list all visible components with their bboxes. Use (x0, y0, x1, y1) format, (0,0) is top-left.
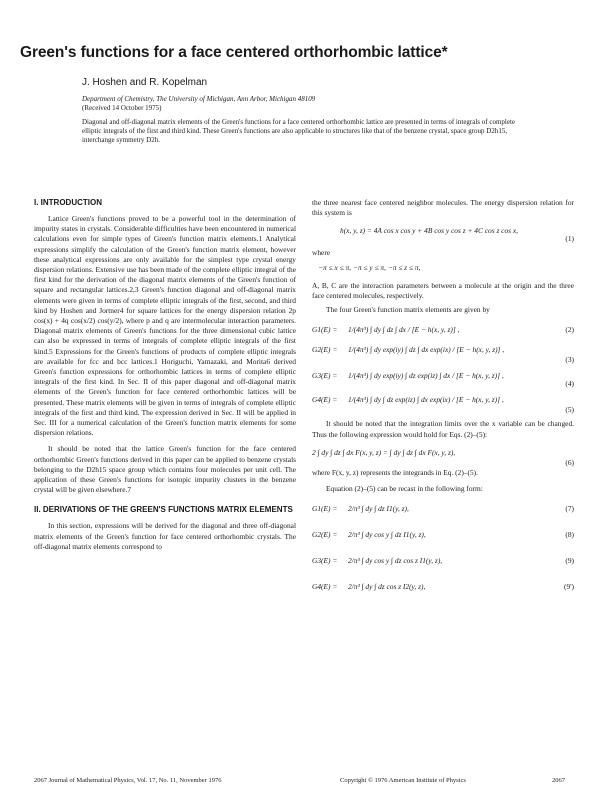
equation-9-row (312, 548, 574, 574)
equation-10: 2/π³ ∫ dy ∫ dz cos z I2(y, z), (348, 582, 426, 592)
equation-5-number: (5) (565, 405, 574, 415)
equation-4: 1/(4π³) ∫ dy exp(iy) ∫ dz exp(iz) ∫ dx / [E − h(x, y, z)] , (348, 371, 504, 381)
equation-4-lhs: G3(E) = (312, 371, 338, 381)
equation-3-lhs: G2(E) = (312, 345, 338, 355)
footer-journal: 2067 Journal of Mathematical Physics, Vol. 17, No. 11, November 1976 (34, 777, 222, 784)
equation-6: 2 ∫ dy ∫ dz ∫ dx F(x, y, z) = ∫ dy ∫ dz ∫ dx F(x, y, z), (312, 447, 456, 457)
section2-heading: II. DERIVATIONS OF THE GREEN'S FUNCTIONS MATRIX ELEMENTS (34, 505, 293, 515)
equation-8-number: (8) (565, 530, 574, 540)
affiliation-line: Department of Chemistry, The University of Michigan, Ann Arbor, Michigan 48109 (82, 95, 316, 103)
ranges: −π ≤ x ≤ π, −π ≤ y ≤ π, −π ≤ z ≤ π, (318, 262, 421, 272)
equation-7-number: (7) (565, 504, 574, 514)
intro-heading: I. INTRODUCTION (34, 198, 102, 207)
equation-3-row (312, 341, 574, 365)
equation-7-row (312, 496, 574, 522)
intro-paragraph-1: Lattice Green's functions proved to be a powerful tool in the determination of impurity states in crystals. Considerable difficulties have been encountered in numerical calculations even for simple types of Green's function matrix elements.1 Analytical expressions simplify the calculation of the Green's function matrix element, however these analytical expressions are only available for the simplest type crystal energy dispersion relations. Extensive use has been made of the complete elliptic integral of the first kind for the derivation of the diagonal matrix elements of the Green's function of square and rectangular lattices.2,3 Green's function diagonal and off-diagonal matrix elements were given in terms of complete elliptic integrals of the first, second, and third kind by Hoshen and Jortner4 for square lattices for the energy dispersion relation 2p cos(x) + 4q cos(x/2) cos(y/2), where p and q are intermolecular interaction parameters. Diagonal matrix elements of Green's functions for the three dimensional cubic lattice can also be expressed in terms of integrals of complete elliptic integrals of the first kind.5 Expressions for the Green's functions of products of complete elliptic integrals are available for fcc and bcc lattices.1 Horiguchi, Yamazaki, and Morita6 derived Green's function expressions for orthorhombic lattices in terms of complete elliptic integrals of the first kind. In Sec. II of this paper diagonal and off-diagonal matrix elements of the Green's function for face centered orthorhombic lattices will be presented. These matrix elements will be given in terms of integrals of complete elliptic integrals of the first and third kind. The expression derived in Sec. II will be applied in Sec. III for a numerical calculation of the Green's function matrix elements for some dispersion relations. (34, 214, 296, 438)
equation-3-number: (3) (565, 355, 574, 365)
equation-5-row (312, 389, 574, 415)
equation-5-lhs: G4(E) = (312, 395, 338, 405)
right-paragraph-1: the three nearest face centered neighbor molecules. The energy dispersion relation for this system is (312, 198, 574, 218)
page-title: Green's functions for a face centered orthorhombic lattice* (20, 44, 448, 61)
equation-8-lhs: G2(E) = (312, 530, 338, 540)
equation-4-row (312, 365, 574, 389)
footer-page-number: 2067 (552, 777, 565, 784)
equation-7: 2/π³ ∫ dy ∫ dz I1(y, z), (348, 504, 409, 514)
equation-7-lhs: G1(E) = (312, 504, 338, 514)
equation-2-row (312, 319, 574, 341)
equation-1-row (312, 220, 574, 242)
intro-paragraph-2: It should be noted that the lattice Green's function for the face centered orthorhombic Green's functions derived in this paper can be applied to benzene crystals belonging to the D2h15 space group which contains four molecules per unit cell. The application of these Green's functions for isotopic impurity clusters in the benzene crystal will be given elsewhere.7 (34, 444, 296, 495)
affiliation (82, 95, 315, 113)
abstract: Diagonal and off-diagonal matrix elements of the Green's functions for a face centered orthorhombic lattice are presented in terms of integrals of complete elliptic integrals of the first and third kind. These Green's functions are also applicable to structures like that of the benzene crystal, space group D2h15, interchange symmetry D2h. (82, 118, 516, 144)
equation-1-number: (1) (565, 234, 574, 244)
equation-9-lhs: G3(E) = (312, 556, 338, 566)
footer-copyright: Copyright © 1976 American Institute of Physics (340, 777, 466, 784)
equation-2: 1/(4π³) ∫ dy ∫ dz ∫ dx / [E − h(x, y, z)] , (348, 325, 460, 335)
right-paragraph-4: It should be noted that the integration limits over the x variable can be changed. Thus the following expression would hold for Eqs. (2)–(5): (312, 419, 574, 439)
equation-10-lhs: G4(E) = (312, 582, 338, 592)
left-column (34, 198, 296, 552)
equation-9-number: (9) (565, 556, 574, 566)
authors: J. Hoshen and R. Kopelman (82, 77, 208, 88)
equation-6-number: (6) (565, 457, 574, 467)
right-paragraph-6: Equation (2)–(5) can be recast in the following form: (326, 484, 483, 494)
equation-6-row (312, 442, 574, 468)
equation-5: 1/(4π³) ∫ dy ∫ dz exp(iz) ∫ dx exp(ix) / [E − h(x, y, z)] , (348, 395, 504, 405)
right-paragraph-3: The four Green's function matrix elements are given by (326, 305, 490, 315)
right-column (312, 198, 574, 600)
equation-10-number: (9') (564, 582, 574, 592)
received-date: (Received 14 October 1975) (82, 104, 162, 112)
equation-8-row (312, 522, 574, 548)
right-paragraph-2: A, B, C are the interaction parameters between a molecule at the origin and the three face centered molecules, respectively. (312, 280, 574, 301)
equation-4-number: (4) (565, 379, 574, 389)
where-label: where (312, 248, 331, 258)
equation-2-number: (2) (565, 325, 574, 335)
section2-paragraph-1: In this section, expressions will be derived for the diagonal and three off-diagonal matrix elements of the Green's function for face centered orthorhombic crystals. The off-diagonal matrix elements correspond to (34, 521, 296, 551)
equation-1: h(x, y, z) = 4A cos x cos y + 4B cos y cos z + 4C cos z cos x, (340, 226, 518, 236)
equation-2-lhs: G1(E) = (312, 325, 338, 335)
equation-3: 1/(4π³) ∫ dy exp(iy) ∫ dz ∫ dx exp(ix) / [E − h(x, y, z)] , (348, 345, 505, 355)
equation-8: 2/π³ ∫ dy cos y ∫ dz I1(y, z), (348, 530, 426, 540)
right-paragraph-5: where F(x, y, z) represents the integrands in Eq. (2)–(5). (312, 467, 478, 477)
equation-9: 2/π³ ∫ dy cos y ∫ dz cos z I1(y, z), (348, 556, 443, 566)
equation-10-row (312, 574, 574, 600)
